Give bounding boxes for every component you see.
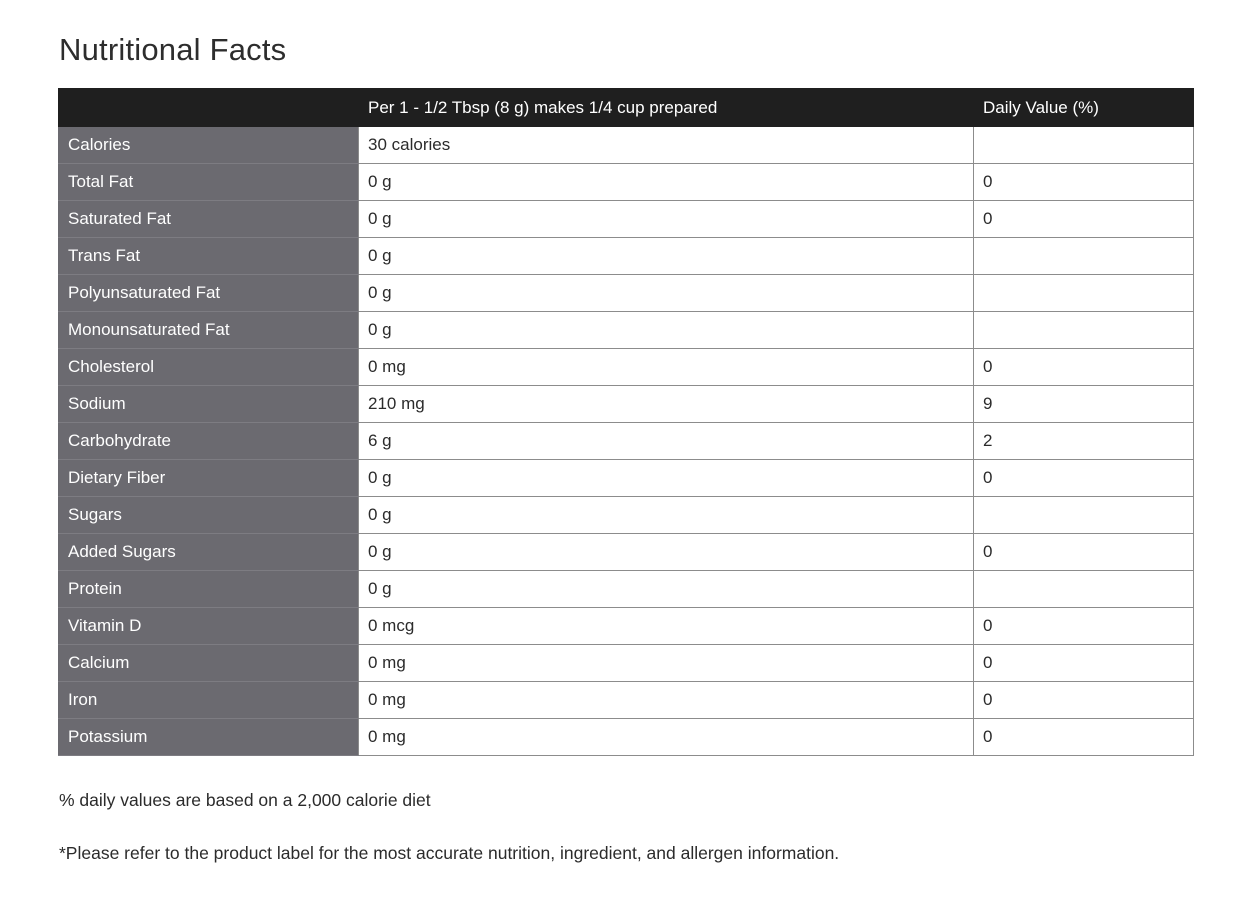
nutrient-amount: 0 g: [359, 312, 974, 349]
table-row: [59, 238, 1194, 275]
table-row: [59, 460, 1194, 497]
nutrient-name: Sugars: [59, 497, 359, 534]
nutrient-name: Monounsaturated Fat: [59, 312, 359, 349]
nutrient-daily-value: [974, 571, 1194, 608]
table-row: [59, 201, 1194, 238]
nutrient-daily-value: 0: [974, 608, 1194, 645]
nutrient-daily-value: [974, 275, 1194, 312]
page-title: Nutritional Facts: [59, 32, 287, 67]
nutrient-name: Cholesterol: [59, 349, 359, 386]
nutrient-name: Saturated Fat: [59, 201, 359, 238]
table-row: [59, 127, 1194, 164]
nutrient-amount: 0 mcg: [359, 608, 974, 645]
nutrient-name: Vitamin D: [59, 608, 359, 645]
nutrient-amount: 0 mg: [359, 645, 974, 682]
header-daily-value: Daily Value (%): [974, 89, 1194, 127]
table-row: [59, 497, 1194, 534]
nutrient-amount: 0 mg: [359, 719, 974, 756]
nutrient-daily-value: 0: [974, 682, 1194, 719]
nutrient-name: Potassium: [59, 719, 359, 756]
table-row: [59, 386, 1194, 423]
nutrient-daily-value: 0: [974, 164, 1194, 201]
nutrient-daily-value: 0: [974, 645, 1194, 682]
header-nutrient: [59, 89, 359, 127]
nutrient-name: Calcium: [59, 645, 359, 682]
table-row: [59, 312, 1194, 349]
nutrient-daily-value: [974, 238, 1194, 275]
nutrient-daily-value: [974, 312, 1194, 349]
nutrient-amount: 0 g: [359, 275, 974, 312]
nutrient-amount: 0 g: [359, 534, 974, 571]
nutrient-amount: 210 mg: [359, 386, 974, 423]
nutrient-name: Protein: [59, 571, 359, 608]
table-row: [59, 164, 1194, 201]
nutrient-name: Trans Fat: [59, 238, 359, 275]
table-row: [59, 423, 1194, 460]
header-amount-per-serving: Per 1 - 1/2 Tbsp (8 g) makes 1/4 cup prepared: [359, 89, 974, 127]
table-row: [59, 349, 1194, 386]
nutrient-name: Dietary Fiber: [59, 460, 359, 497]
nutrient-name: Iron: [59, 682, 359, 719]
nutrient-daily-value: [974, 497, 1194, 534]
nutrient-amount: 0 mg: [359, 682, 974, 719]
product-label-disclaimer: *Please refer to the product label for the most accurate nutrition, ingredient, and allergen information.: [59, 843, 840, 863]
nutrient-name: Added Sugars: [59, 534, 359, 571]
nutrient-amount: 0 g: [359, 571, 974, 608]
nutrient-amount: 6 g: [359, 423, 974, 460]
nutrient-amount: 0 g: [359, 238, 974, 275]
table-header-row: [59, 89, 1194, 127]
nutrient-daily-value: 0: [974, 534, 1194, 571]
table-row: [59, 571, 1194, 608]
nutrient-daily-value: 0: [974, 719, 1194, 756]
nutrient-daily-value: 0: [974, 201, 1194, 238]
nutrient-name: Polyunsaturated Fat: [59, 275, 359, 312]
nutrient-amount: 0 mg: [359, 349, 974, 386]
table-row: [59, 645, 1194, 682]
nutrient-amount: 30 calories: [359, 127, 974, 164]
table-row: [59, 608, 1194, 645]
nutrient-daily-value: 2: [974, 423, 1194, 460]
daily-values-footnote: % daily values are based on a 2,000 calorie diet: [59, 790, 431, 810]
nutrient-daily-value: 9: [974, 386, 1194, 423]
nutrient-name: Sodium: [59, 386, 359, 423]
table-row: [59, 682, 1194, 719]
table-row: [59, 275, 1194, 312]
nutrient-name: Calories: [59, 127, 359, 164]
nutrient-amount: 0 g: [359, 460, 974, 497]
nutrient-name: Carbohydrate: [59, 423, 359, 460]
nutrient-amount: 0 g: [359, 497, 974, 534]
nutrition-table: [58, 88, 1194, 756]
nutrient-daily-value: 0: [974, 349, 1194, 386]
nutrient-name: Total Fat: [59, 164, 359, 201]
table-row: [59, 534, 1194, 571]
nutrient-daily-value: 0: [974, 460, 1194, 497]
nutrient-amount: 0 g: [359, 164, 974, 201]
table-row: [59, 719, 1194, 756]
nutrient-amount: 0 g: [359, 201, 974, 238]
nutrient-daily-value: [974, 127, 1194, 164]
